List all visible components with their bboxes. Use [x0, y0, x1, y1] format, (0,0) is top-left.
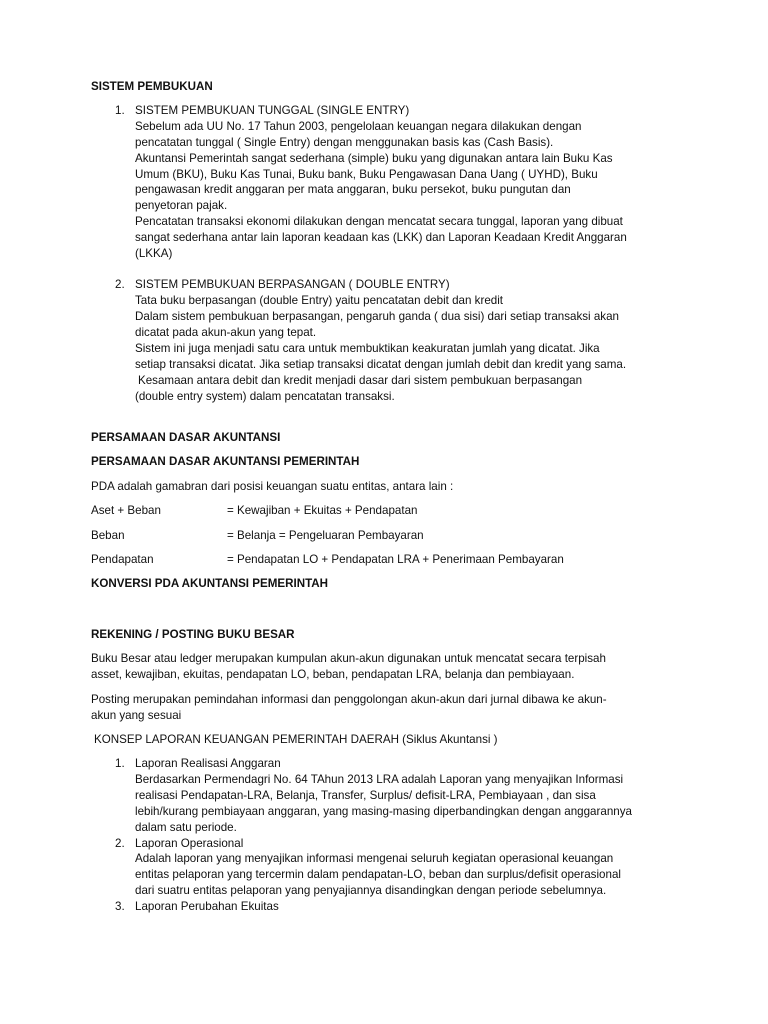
- paragraph-line: realisasi Pendapatan-LRA, Belanja, Transfer, Surplus/ defisit-LRA, Pembiayaan , dan sisa: [135, 789, 596, 802]
- paragraph-line: asset, kewajiban, ekuitas, pendapatan LO, beban, pendapatan LRA, belanja dan pembiayaan.: [91, 668, 575, 681]
- heading-persamaan-pemerintah: PERSAMAAN DASAR AKUNTANSI PEMERINTAH: [91, 455, 360, 468]
- paragraph-line: Pencatatan transaksi ekonomi dilakukan dengan mencatat secara tunggal, laporan yang dibuat: [135, 215, 623, 228]
- paragraph-line: pengawasan kredit anggaran per mata anggaran, buku persekot, buku pungutan dan: [135, 183, 571, 196]
- paragraph-line: Dalam sistem pembukuan berpasangan, pengaruh ganda ( dua sisi) dari setiap transaksi akan: [135, 310, 619, 323]
- equation-right: = Pendapatan LO + Pendapatan LRA + Penerimaan Pembayaran: [227, 553, 564, 566]
- heading-rekening: REKENING / POSTING BUKU BESAR: [91, 628, 295, 641]
- paragraph-line: Kesamaan antara debit dan kredit menjadi dasar dari sistem pembukuan berpasangan: [138, 374, 583, 387]
- paragraph-line: dari suatru entitas pelaporan yang penyajiannya disandingkan dengan periode sebelumnya.: [135, 884, 607, 897]
- paragraph-line: Sistem ini juga menjadi satu cara untuk membuktikan keakuratan jumlah yang dicatat. Jika: [135, 342, 600, 355]
- equation-right: = Belanja = Pengeluaran Pembayaran: [227, 529, 424, 542]
- list-number: 2.: [115, 278, 125, 291]
- paragraph-line: Akuntansi Pemerintah sangat sederhana (simple) buku yang digunakan antara lain Buku Kas: [135, 152, 613, 165]
- pda-intro: PDA adalah gamabran dari posisi keuangan suatu entitas, antara lain :: [91, 480, 454, 493]
- paragraph-line: dalam satu periode.: [135, 821, 237, 834]
- paragraph-line: Umum (BKU), Buku Kas Tunai, Buku bank, Buku Pengawasan Dana Uang ( UYHD), Buku: [135, 168, 598, 181]
- equation-left: Beban: [91, 529, 125, 542]
- item-title-lpe: Laporan Perubahan Ekuitas: [135, 900, 279, 913]
- list-number: 3.: [115, 900, 125, 913]
- paragraph-line: entitas pelaporan yang tercermin dalam pendapatan-LO, beban dan surplus/defisit operasional: [135, 868, 621, 881]
- paragraph-line: Adalah laporan yang menyajikan informasi mengenai seluruh kegiatan operasional keuangan: [135, 852, 614, 865]
- equation-right: = Kewajiban + Ekuitas + Pendapatan: [227, 504, 418, 517]
- paragraph-line: pencatatan tunggal ( Single Entry) dengan menggunakan basis kas (Cash Basis).: [135, 136, 554, 149]
- equation-left: Pendapatan: [91, 553, 154, 566]
- heading-persamaan-dasar: PERSAMAAN DASAR AKUNTANSI: [91, 431, 281, 444]
- paragraph-line: dicatat pada akun-akun yang tepat.: [135, 326, 317, 339]
- heading-konversi: KONVERSI PDA AKUNTANSI PEMERINTAH: [91, 577, 329, 590]
- heading-konsep-laporan: KONSEP LAPORAN KEUANGAN PEMERINTAH DAERAH (Siklus Akuntansi ): [94, 733, 498, 746]
- item-title-double-entry: SISTEM PEMBUKUAN BERPASANGAN ( DOUBLE ENTRY): [135, 278, 450, 291]
- paragraph-line: Berdasarkan Permendagri No. 64 TAhun 2013 LRA adalah Laporan yang menyajikan Informasi: [135, 773, 624, 786]
- paragraph-line: (double entry system) dalam pencatatan transaksi.: [135, 390, 395, 403]
- paragraph-line: (LKKA): [135, 247, 173, 260]
- item-title-single-entry: SISTEM PEMBUKUAN TUNGGAL (SINGLE ENTRY): [135, 104, 410, 117]
- list-number: 2.: [115, 837, 125, 850]
- item-title-lo: Laporan Operasional: [135, 837, 244, 850]
- equation-left: Aset + Beban: [91, 504, 161, 517]
- paragraph-line: Tata buku berpasangan (double Entry) yaitu pencatatan debit dan kredit: [135, 294, 504, 307]
- item-title-lra: Laporan Realisasi Anggaran: [135, 757, 281, 770]
- paragraph-line: setiap transaksi dicatat. Jika setiap transaksi dicatat dengan jumlah debit dan kredit yang sama.: [135, 358, 627, 371]
- list-number: 1.: [115, 104, 125, 117]
- paragraph-line: akun yang sesuai: [91, 709, 182, 722]
- list-number: 1.: [115, 757, 125, 770]
- paragraph-line: sangat sederhana antar lain laporan keadaan kas (LKK) dan Laporan Keadaan Kredit Anggaran: [135, 231, 627, 244]
- paragraph-line: Buku Besar atau ledger merupakan kumpulan akun-akun digunakan untuk mencatat secara terpisah: [91, 652, 606, 665]
- paragraph-line: Sebelum ada UU No. 17 Tahun 2003, pengelolaan keuangan negara dilakukan dengan: [135, 120, 582, 133]
- paragraph-line: Posting merupakan pemindahan informasi dan penggolongan akun-akun dari jurnal dibawa ke akun-: [91, 693, 607, 706]
- heading-sistem-pembukuan: SISTEM PEMBUKUAN: [91, 80, 213, 93]
- paragraph-line: penyetoran pajak.: [135, 199, 228, 212]
- paragraph-line: lebih/kurang pembiayaan anggaran, yang masing-masing diperbandingkan dengan anggarannya: [135, 805, 632, 818]
